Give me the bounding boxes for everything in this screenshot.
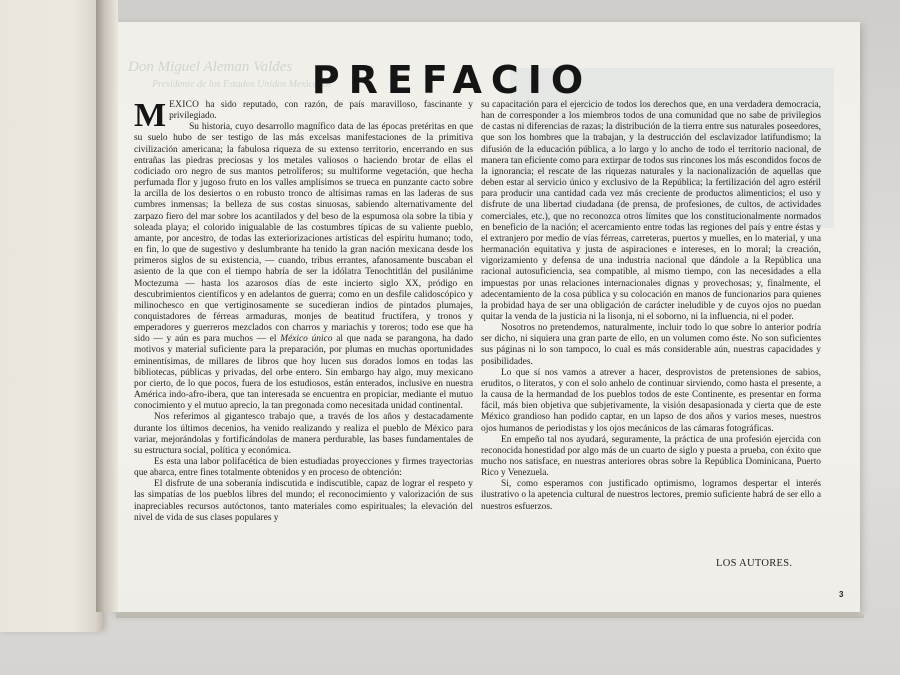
page-title: PREFACIO <box>311 58 593 102</box>
signature: LOS AUTORES. <box>716 558 793 569</box>
drop-cap: M <box>134 97 167 134</box>
paragraph: El disfrute de una soberanía indiscutida e indiscutible, capaz de lograr el respeto y las simpatías de los pueblos libres del mundo; el reconocimiento y valorización de sus inapreciables recursos autóctonos, tanto materiales como espirituales; la elevación del nivel de vida de sus clases populares y <box>134 479 473 523</box>
emphasis-text: México único <box>280 334 333 345</box>
text-column-right <box>481 100 821 513</box>
paragraph: Nos referimos al gigantesco trabajo que, a través de los años y destacadamente durante los últimos decenios, ha venido realizando y realiza el pueblo de México para variar, mejorándolas y fortificándolas de manera perdurable, las bases fundamentales de su estructura social, política y económica. <box>134 412 473 456</box>
paragraph: Nosotros no pretendemos, naturalmente, incluir todo lo que sobre lo anterior podría ser dicho, ni siquiera una gran parte de ello, en un volumen como éste. No son suficientes sus páginas ni lo son tampoco, lo cual es más considerable aún, nuestras capacidades y posibilidades. <box>481 323 821 367</box>
paragraph-text: al que nada se parangona, ha dado motivos y material suficiente para la preparación, por plumas en muchas oportunidades eminentísimas, de millares de libros que hoy lucen sus dorados lomos en todas las bibliotecas, públicas y privadas, del orbe entero. Sin embargo hay algo, muy mexicano por cierto, de lo que pocos, fuera de los estudiosos, están enterados, inclusive en nuestra América indo-afro-ibera, que tan interesada se encuentra en propiciar, mediante el mutuo conocimiento y el mutuo aprecio, la tan pregonada como necesitada unidad continental. <box>134 334 473 412</box>
paragraph-text: Su historia, cuyo desarrollo magnífico data de las épocas pretéritas en que su suelo hubo de ser testigo de las más excelsas manifestaciones de la primitiva civilización americana; la fabulosa riqueza de su extenso territorio, encerrando en sus entrañas las piedras preciosas y los metales valiosos o haciendo brotar de ellas el codiciado oro negro de sus mantos petrolíferos; su multiforme vegetación, que hecha perfumada flor y jugoso fruto en los valles amplísimos se trueca en punzante cacto sobre la arcilla de los desiertos o en robusto tronco de altísimas ramas en las laderas de sus cumbres inmensas; la belleza de sus costas sinuosas, sabiendo alternativamente del zarpazo fiero del mar sobre los acantilados y del beso de la espumosa ola sobre la tibia y soleada playa; el colorido inigualable de las costumbres típicas de su valiente pueblo, amante, por ancestro, de todas las exteriorizaciones artísticas del espíritu humano; todo, en fin, lo que de sugestivo y deslumbrante ha tenido la gran nación mexicana desde los primeros siglos de su existencia, — cuando, tribus errantes, afanosamente buscaban el asiento de la que con el tiempo habría de ser la idólatra Tenochtitlán del pusilánime Moctezuma — hasta los azarosos días de este incierto siglo XX, pródigo en descubrimientos científicos y en adelantos de guerra; como en un desfile calidoscópico y milinochesco en que vertiginosamente se sucedieran indios de pintados plumajes, conquistadores de férreas armaduras, monjes de beatitud fructífera, y tronos y emperadores y guerreros mezclados con charros y mariachis y toreros; todo ese que ha sido — y aún es para muchos — el <box>134 122 473 345</box>
paragraph: Es esta una labor polifacética de bien estudiadas proyecciones y firmes trayectorias que abarca, entre fines totalmente obtenidos y en proceso de obtención: <box>134 457 473 479</box>
paragraph <box>134 122 473 412</box>
page-number: 3 <box>839 590 844 599</box>
paragraph-text: ha sido reputado, con razón, de país maravilloso, fascinante y privilegiado. <box>169 100 473 122</box>
show-through-line-1: Don Miguel Aleman Valdes <box>128 59 293 75</box>
page-stack-edge <box>116 612 864 618</box>
paragraph: su capacitación para el ejercicio de todos los derechos que, en una verdadera democracia, han de corresponder a los miembros todos de una comunidad que no sabe de privilegios de castas ni diferencias de razas; la distribución de la tierra entre sus naturales poseedores, que son los hombres que la trabajan, y la destrucción del esclavizador latifundismo; la difusión de la educación pública, a lo largo y lo ancho de todo el territorio nacional, de manera tan eficiente como para extirpar de todos sus rincones los más escondidos focos de la ignorancia; el rescate de las riquezas naturales y la nacionalización de aquellas que deben estar al servicio único y exclusivo de la República; la fertilización del agro estéril para producir una cantidad cada vez más creciente de productos alimenticios; el uso y disfrute de una libertad ciudadana (de prensa, de profesiones, de cultos, de actividades comerciales, etc.), que no reconozca otros límites que los constitucionalmente normados en beneficio de la nación; el acercamiento entre todas las regiones del país y entre éstas y el extranjero por medio de vías férreas, carreteras, puertos y muelles, en lo material, y una hermanación equitativa y justa de aspiraciones e intereses, en lo moral; la creación, vigorizamiento y defensa de una industria nacional que dándole a la República una racional autosuficiencia, sea compatible, al mismo tiempo, con las necesidades a ella impuestas por unas relaciones internacionales dignas y provechosas; y, finalmente, el adecentamiento de la cosa pública y su colocación en manos de funcionarios para quienes la probidad haya de ser una obligación de carácter ineludible y de cuyos ojos no puedan quitar la venda de la justicia ni la lisonja, ni el soborno, ni la influencia, ni el poder. <box>481 100 821 322</box>
lead-caps: EXICO <box>169 100 200 110</box>
text-column-left <box>134 97 473 524</box>
show-through-line-2: Presidente de los Estados Unidos Mexicanos <box>152 79 332 90</box>
paragraph: Lo que sí nos vamos a atrever a hacer, desprovistos de pretensiones de sabios, eruditos, o literatos, y con el solo anhelo de continuar sirviendo, como hasta el presente, a la causa de la hermandad de los pueblos todos de este Continente, es presentar en forma fácil, más bien objetiva que subjetivamente, la visión desapasionada y cierta que de este México grandioso han podido captar, en un lapso de dos años y varios meses, nuestros ojos humanos de periodistas y los ojos mecánicos de las cámaras fotográficas. <box>481 367 821 434</box>
paragraph: Si, como esperamos con justificado optimismo, logramos despertar el interés ilustrativo o la apetencia cultural de nuestros lectores, premio suficiente habrá de ser ello a nuestros esfuerzos. <box>481 479 821 512</box>
paragraph <box>134 97 473 134</box>
paragraph: En empeño tal nos ayudará, seguramente, la práctica de una profesión ejercida con reconocida honestidad por algo más de un cuarto de siglo y puesta a prueba, con éxito que mucho nos satisface, en nuestras anteriores obras sobre la República Dominicana, Puerto Rico y Venezuela. <box>481 434 821 479</box>
left-page <box>0 0 104 632</box>
